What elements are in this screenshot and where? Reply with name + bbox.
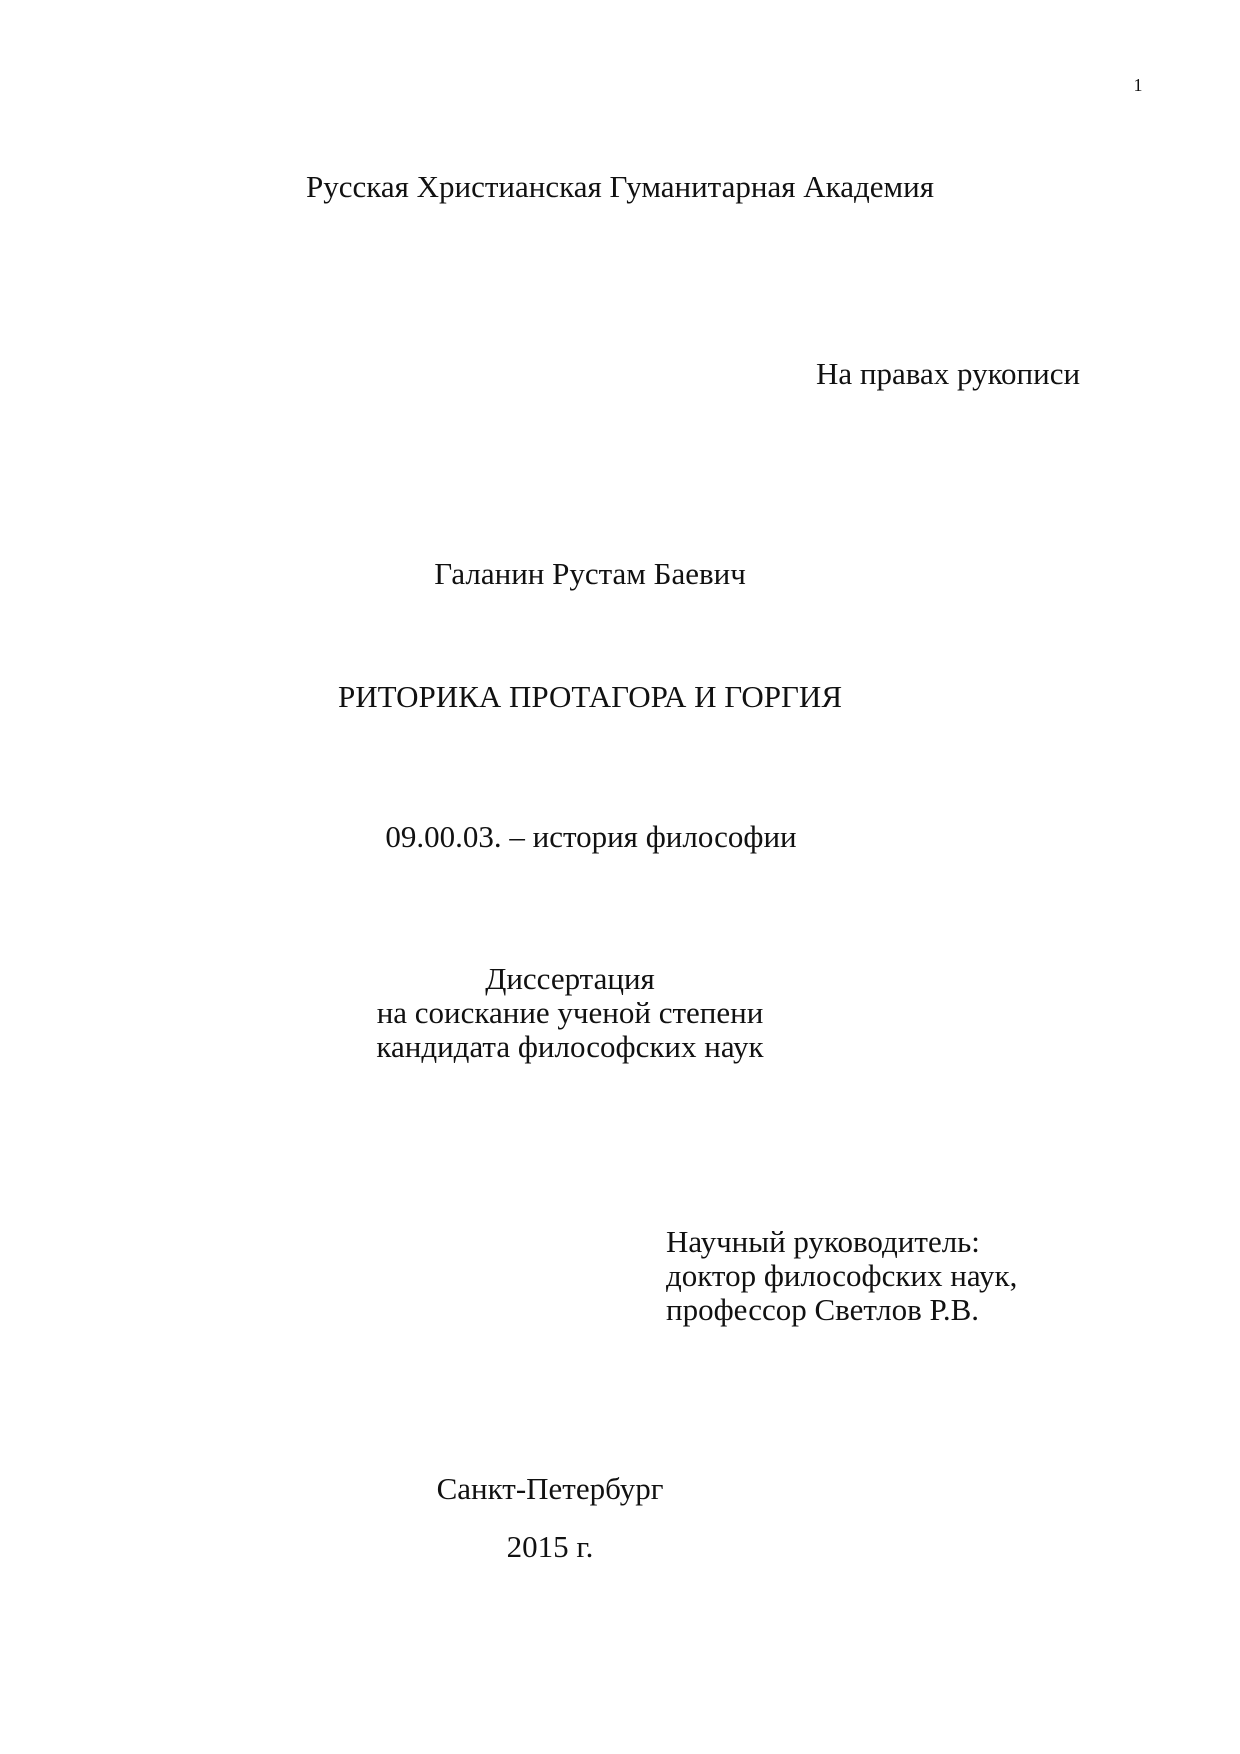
page-number: 1 <box>1133 75 1143 95</box>
dissertation-title: РИТОРИКА ПРОТАГОРА И ГОРГИЯ <box>337 679 842 714</box>
author-name: Галанин Рустам Баевич <box>434 556 746 591</box>
supervisor-line-3: профессор Светлов Р.В. <box>666 1292 980 1327</box>
specialty-code: 09.00.03. – история философии <box>385 819 797 854</box>
supervisor-block <box>666 1225 1086 1327</box>
degree-line-1: Диссертация <box>485 961 655 996</box>
supervisor-line-2: доктор философских наук, <box>666 1258 1018 1293</box>
institution-name: Русская Христианская Гуманитарная Академия <box>306 169 934 204</box>
degree-block <box>360 962 780 1064</box>
city-name: Санкт-Петербург <box>436 1471 664 1506</box>
supervisor-line-1: Научный руководитель: <box>666 1224 980 1259</box>
manuscript-note: На правах рукописи <box>816 356 1081 391</box>
degree-line-3: кандидата философских наук <box>376 1029 764 1064</box>
year-text: 2015 г. <box>506 1529 594 1564</box>
degree-line-2: на соискание ученой степени <box>376 995 764 1030</box>
